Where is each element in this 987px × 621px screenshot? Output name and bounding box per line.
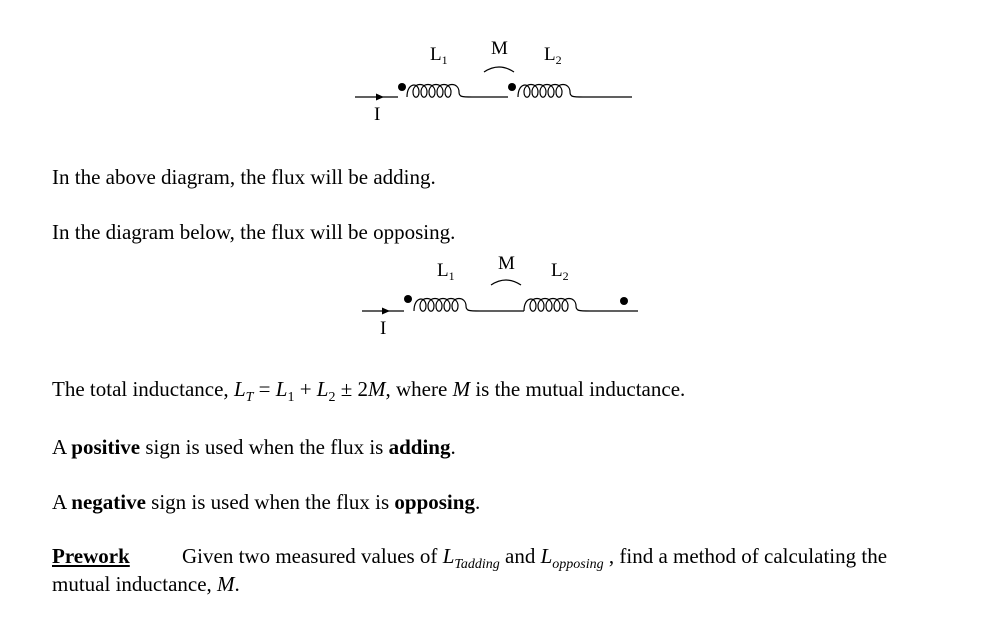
paragraph-opposing: In the diagram below, the flux will be opposing. bbox=[52, 220, 456, 244]
paragraph-positive bbox=[52, 434, 456, 460]
mutual-arc bbox=[484, 67, 514, 72]
prework-lo: L bbox=[540, 544, 553, 568]
paragraph-negative bbox=[52, 489, 480, 515]
paragraph-formula bbox=[52, 376, 685, 411]
formula-lt-sub: T bbox=[245, 390, 254, 405]
coil-l1 bbox=[414, 299, 480, 312]
formula-l1-sub: 1 bbox=[287, 390, 295, 405]
formula-m: M bbox=[368, 377, 386, 401]
label-l1: $L_1$ bbox=[437, 260, 455, 283]
formula-tail-end: is the mutual inductance. bbox=[470, 377, 686, 401]
formula-tail: , where bbox=[385, 377, 453, 401]
prework-lt-sub: Tadding bbox=[454, 557, 500, 572]
paragraph-prework-line2 bbox=[52, 571, 240, 597]
coil-l2 bbox=[524, 299, 590, 312]
polarity-dot-l2 bbox=[620, 297, 628, 305]
text-fragment: , find a method of calculating the bbox=[603, 544, 888, 568]
polarity-dot-l2 bbox=[508, 83, 516, 91]
label-l2: $L_2$ bbox=[544, 44, 562, 67]
text-fragment: sign is used when the flux is bbox=[145, 490, 395, 514]
formula-eq: = bbox=[253, 377, 276, 401]
emphasis-adding: adding bbox=[388, 435, 451, 459]
label-l2: $L_2$ bbox=[551, 260, 569, 283]
formula-l2: L bbox=[316, 377, 329, 401]
emphasis-opposing: opposing bbox=[394, 490, 475, 514]
diagram-adding bbox=[355, 38, 632, 125]
text-fragment: and bbox=[499, 544, 541, 568]
emphasis-positive: positive bbox=[71, 435, 141, 459]
prework-lo-sub: opposing bbox=[552, 557, 604, 572]
label-m: M bbox=[491, 38, 508, 59]
label-current: I bbox=[380, 318, 387, 339]
coil-l2 bbox=[518, 85, 583, 98]
prework-lt: L bbox=[442, 544, 455, 568]
coil-l1 bbox=[407, 85, 472, 98]
polarity-dot-l1 bbox=[398, 83, 406, 91]
formula-tail-m: M bbox=[452, 377, 471, 401]
text-fragment: . bbox=[234, 572, 240, 596]
text-fragment: A bbox=[52, 435, 72, 459]
label-l1: $L_1$ bbox=[430, 44, 448, 67]
prework-title: Prework bbox=[52, 544, 130, 568]
text-fragment: . bbox=[450, 435, 456, 459]
prework-m: M bbox=[217, 572, 235, 596]
text-fragment: . bbox=[474, 490, 481, 514]
formula-l1: L bbox=[275, 377, 288, 401]
formula-intro: The total inductance, bbox=[52, 377, 229, 401]
formula-pm: ± 2 bbox=[335, 377, 369, 401]
emphasis-negative: negative bbox=[71, 490, 146, 514]
diagram-opposing bbox=[362, 253, 638, 339]
polarity-dot-l1 bbox=[404, 295, 412, 303]
paragraph-adding: In the above diagram, the flux will be adding. bbox=[52, 165, 436, 189]
formula-plus: + bbox=[294, 377, 317, 401]
text-fragment: Given two measured values of bbox=[182, 544, 443, 568]
label-current: I bbox=[374, 104, 381, 125]
formula-l2-sub: 2 bbox=[328, 390, 336, 405]
mutual-arc bbox=[491, 280, 521, 285]
label-m: M bbox=[498, 253, 515, 274]
text-fragment: A bbox=[52, 490, 72, 514]
text-fragment: sign is used when the flux is bbox=[140, 435, 389, 459]
text-fragment: mutual inductance, bbox=[52, 572, 218, 596]
formula-lt: L bbox=[233, 377, 246, 401]
